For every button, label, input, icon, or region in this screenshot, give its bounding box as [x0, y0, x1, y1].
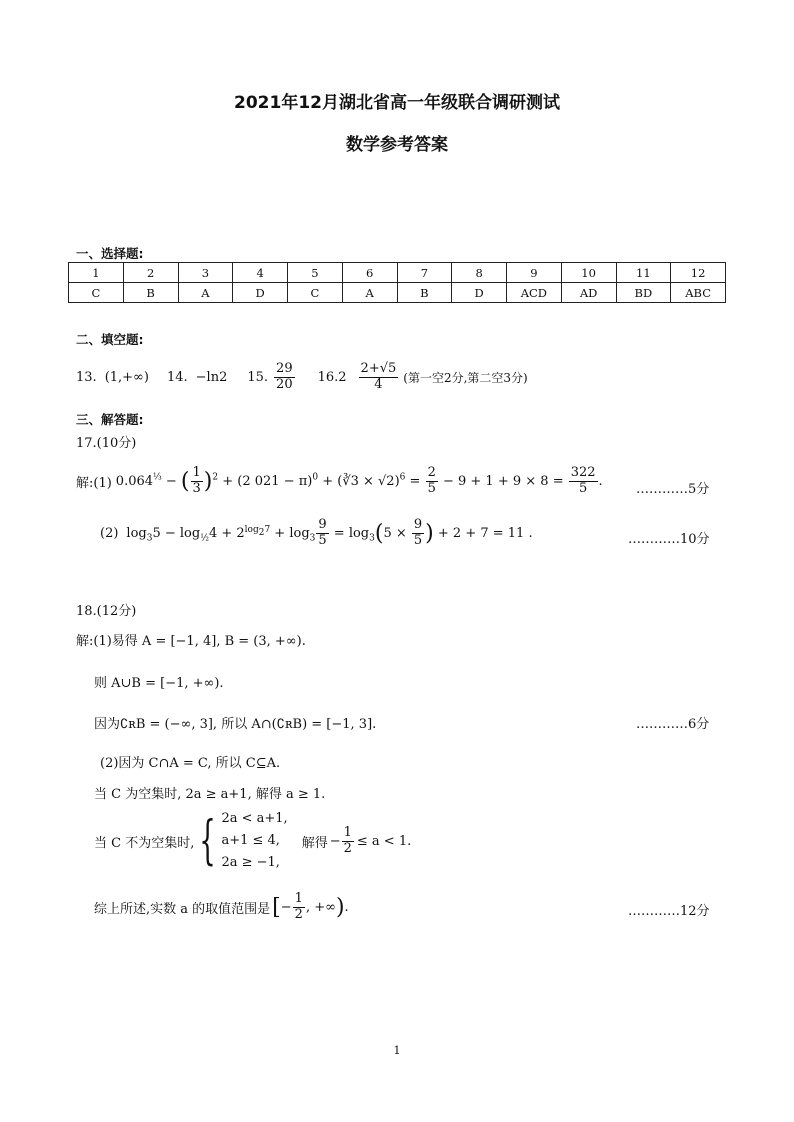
section-2-label: 二、填空题:: [76, 332, 144, 347]
q18-line-6: 当 C 不为空集时, { 2a < a+1, a+1 ≤ 4, 2a ≥ −1, 解得 − $\frac{1}{2}$ ≤ a < 1.: [94, 808, 411, 874]
q17-part1-score: …………5分: [636, 482, 710, 497]
table-cell: A: [178, 283, 233, 303]
q18-line-2: 则 A∪B = [−1, +∞).: [94, 676, 224, 691]
table-cell: 4: [233, 263, 288, 283]
q15-number: 15.: [247, 369, 269, 385]
q18-line-3-score: …………6分: [636, 717, 710, 732]
neg-half-fraction: $\frac{1}{2}$: [343, 824, 352, 856]
q18-solve-label: 解得: [301, 835, 328, 851]
table-cell: ABC: [671, 283, 726, 303]
table-cell: 10: [561, 263, 616, 283]
q18-line-7: [94, 892, 349, 923]
q14-number: 14.: [166, 369, 188, 385]
range-interval: [− $\frac{1}{2}$ , +∞).: [272, 891, 349, 922]
system-line-2: a+1 ≤ 4,: [221, 833, 280, 848]
q18-solve-tail: ≤ a < 1.: [356, 833, 412, 849]
system-line-1: 2a < a+1,: [221, 811, 288, 826]
fill-in-answers: [76, 362, 528, 393]
section-3-label: 三、解答题:: [76, 412, 144, 427]
q13-answer: (1,+∞): [104, 369, 149, 385]
q16-denominator: 4: [374, 376, 383, 392]
answer-table-number-row: [69, 263, 726, 283]
q18-line-1: 解:(1)易得 A = [−1, 4], B = (3, +∞).: [76, 634, 306, 649]
document-subtitle: 数学参考答案: [346, 135, 448, 155]
table-cell: A: [342, 283, 397, 303]
table-cell: C: [69, 283, 124, 303]
page-number: 1: [393, 1044, 401, 1057]
section-1-label: 一、选择题:: [76, 246, 144, 261]
q17-part2-formula: $\log_35 - \log_{\frac{1}{2}}4 + 2^{log_27} + \log_3$ $\frac{9}{5}$ = $\log_3(5$ × $\frac{9}{5}$ ) + 2 + 7 = 11 .: [126, 517, 533, 548]
q17-part2-score: …………10分: [628, 532, 710, 547]
inequality-system: [221, 808, 287, 874]
table-cell: C: [288, 283, 343, 303]
system-line-3: 2a ≥ −1,: [221, 855, 280, 870]
table-cell: D: [452, 283, 507, 303]
q18-line-7-score: …………12分: [628, 904, 710, 919]
q18-header: 18.(12分): [76, 604, 137, 619]
table-cell: 11: [616, 263, 671, 283]
q17-header: 17.(10分): [76, 436, 137, 451]
q17-part2-prefix: (2): [100, 525, 119, 541]
answer-table: [68, 262, 726, 303]
q18-line-7-prefix: 综上所述,实数 a 的取值范围是: [94, 901, 271, 917]
q18-line-3: 因为∁ʀB = (−∞, 3], 所以 A∩(∁ʀB) = [−1, 3].: [94, 717, 377, 732]
table-cell: 7: [397, 263, 452, 283]
q17-part1-prefix: 解:(1): [76, 475, 112, 491]
q14-answer: −ln2: [195, 369, 228, 385]
table-cell: B: [397, 283, 452, 303]
table-cell: 3: [178, 263, 233, 283]
q16-note: (第一空2分,第二空3分): [403, 370, 528, 385]
q15-fraction: [274, 362, 295, 393]
table-cell: 8: [452, 263, 507, 283]
q15-denominator: 20: [276, 376, 293, 392]
q17-part1-formula: $0.064^{\frac{1}{3}}$ − ( $\frac{1}{3}$ )$^2$ + (2 021 − π)$^0$ + (∛3 × √2)$^6$ = $\frac{2}{5}$ − 9 + 1 + 9 × 8 = $\frac{322}{5}$ .: [115, 465, 603, 496]
q18-line-4: (2)因为 C∩A = C, 所以 C⊆A.: [100, 756, 281, 771]
q15-numerator: 29: [276, 361, 293, 376]
left-brace-icon: {: [199, 811, 217, 871]
q13-number: 13.: [76, 369, 97, 385]
table-cell: AD: [561, 283, 616, 303]
table-cell: B: [123, 283, 178, 303]
q16-numerator: 2+√5: [360, 361, 397, 376]
q16-number: 16.2: [317, 369, 347, 385]
table-cell: 9: [507, 263, 562, 283]
document-title: 2021年12月湖北省高一年级联合调研测试: [234, 93, 560, 113]
q18-line-6-prefix: 当 C 不为空集时,: [94, 835, 195, 851]
table-cell: 6: [342, 263, 397, 283]
table-cell: 5: [288, 263, 343, 283]
table-cell: BD: [616, 283, 671, 303]
table-cell: D: [233, 283, 288, 303]
table-cell: ACD: [507, 283, 562, 303]
q17-part2: [100, 518, 533, 549]
table-cell: 2: [123, 263, 178, 283]
q16-fraction: [359, 362, 399, 393]
table-cell: 1: [69, 263, 124, 283]
q18-line-5: 当 C 为空集时, 2a ≥ a+1, 解得 a ≥ 1.: [94, 787, 326, 802]
answer-table-answer-row: [69, 283, 726, 303]
q17-part1: [76, 466, 603, 497]
table-cell: 12: [671, 263, 726, 283]
